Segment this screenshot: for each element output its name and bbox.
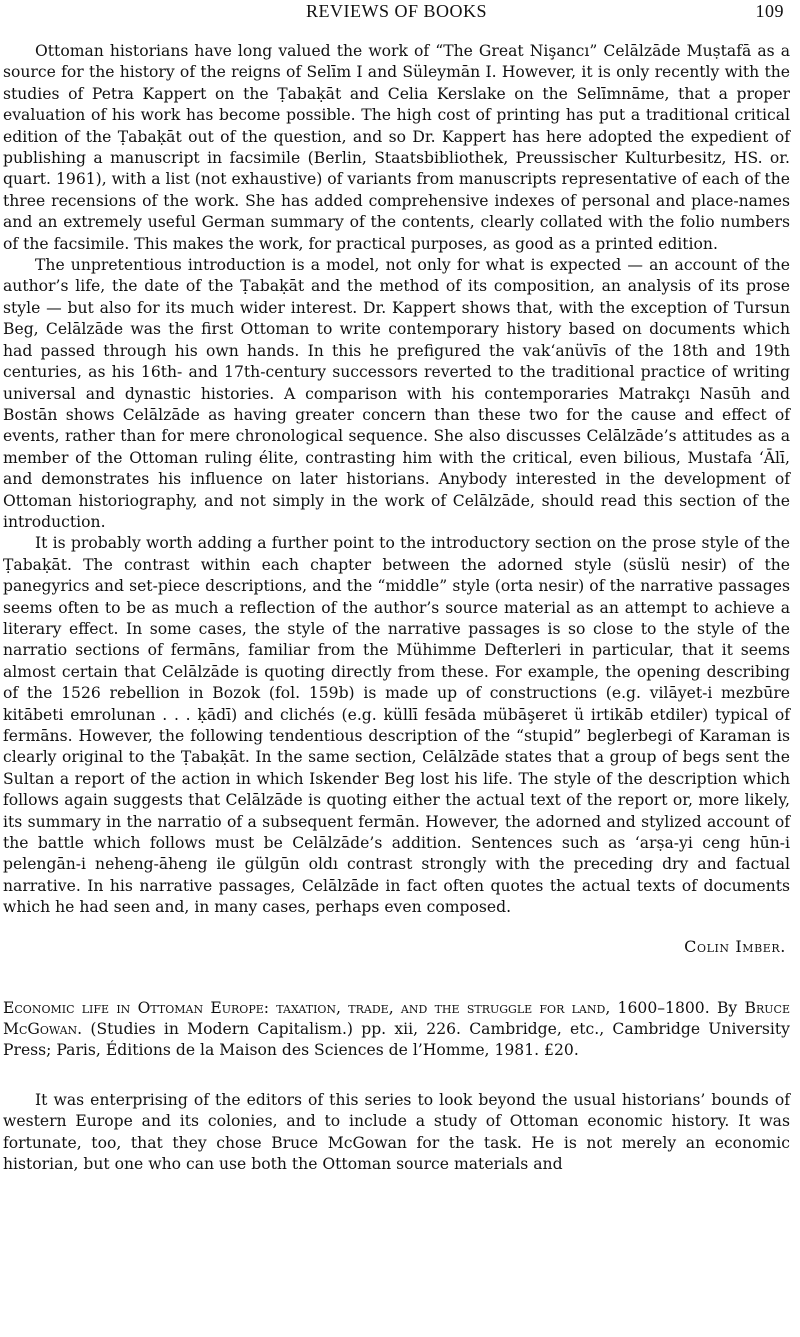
book-title: Economic life in Ottoman Europe: taxation, trade, and the struggle for land, 1600–1800.	[3, 998, 710, 1017]
review-2-heading	[3, 998, 790, 1062]
book-author: Bruce McGowan.	[3, 998, 790, 1039]
page-number: 109	[755, 1, 784, 21]
book-details: (Studies in Modern Capitalism.) pp. xii, 226. Cambridge, etc., Cambridge University Press; Paris, Éditions de la Maison des Sciences de l’Homme, 1981. £20.	[3, 1020, 790, 1060]
review-1-paragraph-1: Ottoman historians have long valued the work of “The Great Nişancı” Celālzāde Muṣtafā as a source for the history of the reigns of Selīm I and Süleymān I. However, it is only recently with the studies of Petra Kappert on the Ṭabaḳāt and Celia Kerslake on the Selīmnāme, that a proper evaluation of his work has become possible. The high cost of printing has put a traditional critical edition of the Ṭabaḳāt out of the question, and so Dr. Kappert has here adopted the expedient of publishing a manuscript in facsimile (Berlin, Staatsbibliothek, Preussischer Kulturbesitz, HS. or. quart. 1961), with a list (not exhaustive) of variants from manuscripts representative of each of the three recensions of the work. She has added comprehensive indexes of personal and place-names and an extremely useful German summary of the contents, clearly collated with the folio numbers of the facsimile. This makes the work, for practical purposes, as good as a printed edition.	[3, 42, 790, 253]
reviewer-signature: Colin Imber.	[684, 936, 786, 956]
review-2-paragraph-1: It was enterprising of the editors of this series to look beyond the usual historians’ bounds of western Europe and its colonies, and to include a study of Ottoman economic history. It was fortunate, too, that they chose Bruce McGowan for the task. He is not merely an economic historian, but one who can use both the Ottoman source materials and	[3, 1090, 790, 1174]
review-2-body	[3, 1090, 790, 1176]
review-1-body	[3, 41, 790, 919]
running-title: REVIEWS OF BOOKS	[305, 1, 487, 21]
running-head	[3, 0, 790, 26]
review-1-paragraph-2: The unpretentious introduction is a model, not only for what is expected — an account of the author’s life, the date of the Ṭabaḳāt and the method of its composition, an analysis of its prose style — but also for its much wider interest. Dr. Kappert shows that, with the exception of Tursun Beg, Celālzāde was the first Ottoman to write contemporary history based on documents which had passed through his own hands. In this he prefigured the vak‘anüvīs of the 18th and 19th centuries, as his 16th- and 17th-century successors reverted to the traditional practice of writing universal and dynastic histories. A comparison with his contemporaries Matrakçı Nasūh and Bostān shows Celālzāde as having greater concern than these two for the cause and effect of events, rather than for mere chronological sequence. She also discusses Celālzāde’s attitudes as a member of the Ottoman ruling élite, contrasting him with the critical, even bilious, Mustafa ‘Ālī, and demonstrates his influence on later historians. Anybody interested in the development of Ottoman historiography, and not simply in the work of Celālzāde, should read this section of the introduction.	[3, 256, 790, 531]
by-label: By	[716, 998, 738, 1017]
review-1-paragraph-3: It is probably worth adding a further point to the introductory section on the prose style of the Ṭabaḳāt. The contrast within each chapter between the adorned style (süslü nesir) of the panegyrics and set-piece descriptions, and the “middle” style (orta nesir) of the narrative passages seems often to be as much a reflection of the author’s source material as an attempt to achieve a literary effect. In some cases, the style of the narrative passages is so close to the style of the narratio sections of fermāns, familiar from the Mühimme Defterleri in particular, that it seems almost certain that Celālzāde is quoting directly from these. For example, the opening describing of the 1526 rebellion in Bozok (fol. 159b) is made up of constructions (e.g. vilāyet-i mezbūre kitābeti emrolunan . . . ḳādī) and clichés (e.g. küllī fesāda mübāşeret ü irtikāb etdiler) typical of fermāns. However, the following tendentious description of the “stupid” beglerbegi of Karaman is clearly original to the Ṭabaḳāt. In the same section, Celālzāde states that a group of begs sent the Sultan a report of the action in which Iskender Beg lost his life. The style of the description which follows again suggests that Celālzāde is quoting either the actual text of the report or, more likely, its summary in the narratio of a subsequent fermān. However, the adorned and stylized account of the battle which follows must be Celālzāde’s addition. Sentences such as ‘arṣa-yi ceng hūn-i pelengān-i neheng-āheng ile gülgūn oldı contrast strongly with the preceding dry and factual narrative. In his narrative passages, Celālzāde in fact often quotes the actual texts of documents which he had seen and, in many cases, perhaps even composed.	[3, 534, 790, 917]
